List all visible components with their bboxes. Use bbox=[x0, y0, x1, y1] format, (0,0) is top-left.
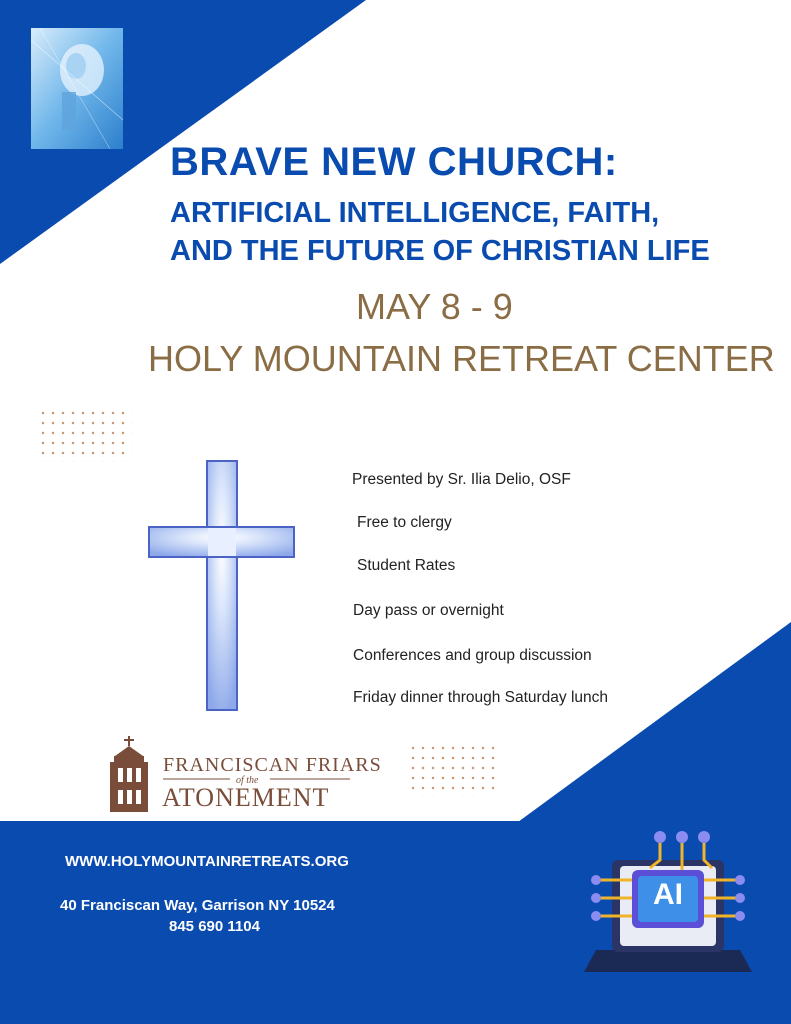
main-title: BRAVE NEW CHURCH: bbox=[170, 140, 618, 184]
subtitle-line-1: ARTIFICIAL INTELLIGENCE, FAITH, bbox=[170, 197, 660, 229]
event-date: MAY 8 - 9 bbox=[356, 286, 513, 327]
detail-conferences: Conferences and group discussion bbox=[353, 647, 592, 664]
logo-line-1: FRANCISCAN FRIARS bbox=[163, 754, 382, 776]
ai-badge-label: AI bbox=[653, 878, 683, 911]
phone-number: 845 690 1104 bbox=[169, 918, 260, 935]
detail-clergy: Free to clergy bbox=[357, 514, 452, 531]
cross-icon bbox=[149, 461, 294, 710]
dot-pattern-left bbox=[38, 408, 132, 462]
detail-presenter: Presented by Sr. Ilia Delio, OSF bbox=[352, 471, 571, 488]
detail-student-rates: Student Rates bbox=[357, 557, 456, 574]
friary-tower-icon bbox=[110, 736, 148, 812]
dot-pattern-center bbox=[408, 743, 502, 797]
event-venue: HOLY MOUNTAIN RETREAT CENTER bbox=[148, 338, 775, 379]
subtitle-line-2: AND THE FUTURE OF CHRISTIAN LIFE bbox=[170, 235, 710, 267]
address: 40 Franciscan Way, Garrison NY 10524 bbox=[60, 897, 335, 914]
robot-image bbox=[31, 28, 123, 149]
logo-sub: of the bbox=[236, 775, 259, 786]
subtitle bbox=[170, 194, 710, 270]
detail-meals: Friday dinner through Saturday lunch bbox=[353, 689, 609, 706]
website-link[interactable]: WWW.HOLYMOUNTAINRETREATS.ORG bbox=[65, 853, 349, 870]
logo-line-2: ATONEMENT bbox=[162, 783, 330, 812]
detail-pass: Day pass or overnight bbox=[353, 602, 504, 619]
